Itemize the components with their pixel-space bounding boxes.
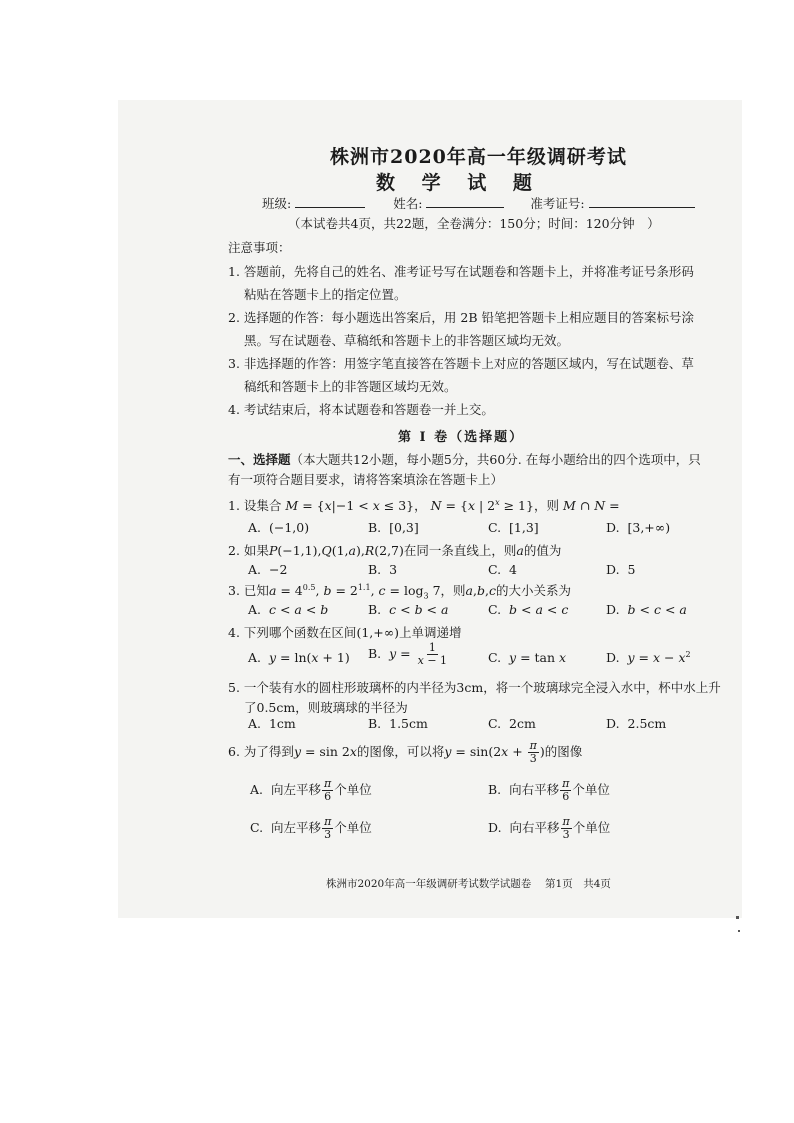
q2-option-a[interactable]: A. −2 (248, 562, 288, 577)
student-fields (262, 194, 695, 212)
question-2: 2. 如果P(−1,1),Q(1,a),R(2,7)在同一条直线上，则a的值为 (228, 543, 562, 558)
exam-subtitle: 数 学 试 题 (376, 172, 542, 194)
q6-option-c[interactable]: C. 向左平移 $\frac{\pi}{3}$ 个单位 (250, 815, 372, 841)
id-blank (589, 195, 695, 208)
q3-option-b[interactable]: B. c < b < a (368, 602, 449, 617)
q3-option-d[interactable]: D. b < c < a (606, 602, 687, 617)
exam-info: （本试卷共4页，共22题，全卷满分：150分；时间：120分钟 ） (288, 216, 660, 231)
question-5-cont: 了0.5cm，则玻璃球的半径为 (244, 700, 408, 715)
q1-option-a[interactable]: A. (−1,0) (248, 520, 310, 535)
q5-option-a[interactable]: A. 1cm (248, 716, 296, 731)
notice-line: 稿纸和答题卡上的非答题区域均无效。 (244, 379, 457, 394)
class-blank (295, 195, 365, 208)
q1-option-c[interactable]: C. [1,3] (488, 520, 539, 535)
section-title: 一、选择题 (228, 452, 291, 467)
section-intro (228, 450, 701, 468)
q2-option-d[interactable]: D. 5 (606, 562, 636, 577)
question-6: 6. 为了得到y = sin 2x的图像，可以将y = sin(2x + $\frac{\pi}{3}$ )的图像 (228, 739, 583, 765)
section-desc: （本大题共12小题，每小题5分，共60分. 在每小题给出的四个选项中，只 (290, 452, 701, 467)
q4-option-a[interactable]: A. y = ln(x + 1) (248, 650, 350, 665)
notice-line: 3. 非选择题的作答：用签字笔直接答在答题卡上对应的答题区域内，写在试题卷、草 (228, 356, 694, 371)
notice-line: 粘贴在答题卡上的指定位置。 (244, 287, 407, 302)
q-number: 1. (228, 498, 240, 513)
notice-line: 4. 考试结束后，将本试题卷和答题卷一并上交。 (228, 402, 494, 417)
q3-option-a[interactable]: A. c < a < b (248, 602, 329, 617)
q4-option-b[interactable]: B. y = $\frac{1}{x - 1}$ (368, 641, 448, 667)
q5-option-b[interactable]: B. 1.5cm (368, 716, 428, 731)
q3-option-c[interactable]: C. b < a < c (488, 602, 569, 617)
q1-option-d[interactable]: D. [3,+∞) (606, 520, 671, 535)
class-label: 班级: (262, 196, 292, 211)
exam-title: 株洲市2020年高一年级调研考试 (330, 146, 627, 168)
question-3: 3. 已知$a = 4^{0.5}$, $b = 2^{1.1}$, $c = \log_3 7$，则a,b,c的大小关系为 (228, 582, 572, 601)
id-label: 准考证号: (530, 196, 585, 211)
question-4: 4. 下列哪个函数在区间(1,+∞)上单调递增 (228, 625, 462, 640)
page-footer: 株洲市2020年高一年级调研考试数学试题卷 第1页 共4页 (326, 878, 611, 890)
q2-option-c[interactable]: C. 4 (488, 562, 517, 577)
question-1: 1. 设集合 M = {x|−1 < x ≤ 3}， N = {x | $2^x \ge 1$}，则 M ∩ N = (228, 497, 620, 513)
section-desc-2: 有一项符合题目要求，请将答案填涂在答题卡上） (228, 472, 504, 487)
part-heading: 第 Ⅰ 卷（选择题） (398, 430, 525, 445)
q4-option-c[interactable]: C. y = tan x (488, 650, 567, 665)
q1-option-b[interactable]: B. [0,3] (368, 520, 419, 535)
name-label: 姓名: (393, 196, 423, 211)
scan-speck (736, 916, 739, 919)
notice-line: 1. 答题前，先将自己的姓名、准考证号写在试题卷和答题卡上，并将准考证号条形码 (228, 264, 694, 279)
notice-line: 2. 选择题的作答：每小题选出答案后，用 2B 铅笔把答题卡上相应题目的答案标号涂 (228, 310, 694, 325)
q6-option-b[interactable]: B. 向右平移 $\frac{\pi}{6}$ 个单位 (488, 777, 610, 803)
q5-option-d[interactable]: D. 2.5cm (606, 716, 667, 731)
q6-option-d[interactable]: D. 向右平移 $\frac{\pi}{3}$ 个单位 (488, 815, 611, 841)
q5-option-c[interactable]: C. 2cm (488, 716, 536, 731)
question-5: 5. 一个装有水的圆柱形玻璃杯的内半径为3cm，将一个玻璃球完全浸入水中，杯中水上升 (228, 680, 721, 695)
name-blank (426, 195, 504, 208)
notice-heading: 注意事项： (228, 240, 291, 255)
notice-line: 黑。写在试题卷、草稿纸和答题卡上的非答题区域均无效。 (244, 333, 570, 348)
q2-option-b[interactable]: B. 3 (368, 562, 398, 577)
scan-speck (738, 930, 740, 932)
q4-option-d[interactable]: D. $y = x - x^2$ (606, 650, 691, 666)
q6-option-a[interactable]: A. 向左平移 $\frac{\pi}{6}$ 个单位 (250, 777, 372, 803)
